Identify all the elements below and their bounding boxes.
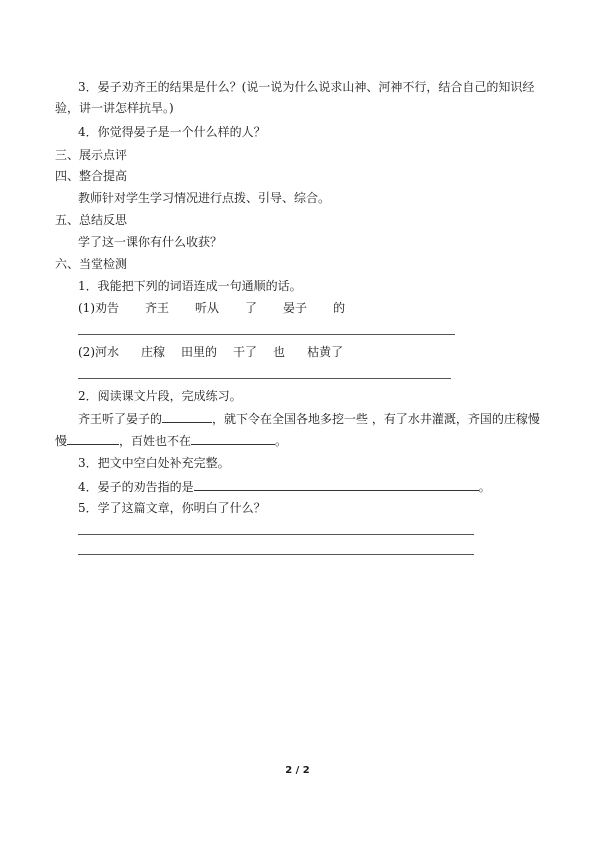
answer-line[interactable] xyxy=(78,554,474,555)
question-4: 4．你觉得晏子是一个什么样的人？ xyxy=(78,125,266,139)
word-item: 听从 xyxy=(195,301,220,315)
word-item: 齐王 xyxy=(145,301,170,315)
word-item: (1)劝告 xyxy=(78,301,119,315)
word-item: 也 xyxy=(273,345,286,359)
passage-text: ，百姓也不在 xyxy=(119,434,192,448)
task-4 xyxy=(78,479,491,494)
word-item: 田里的 xyxy=(181,345,218,359)
word-item: 干了 xyxy=(233,345,258,359)
passage-line-2 xyxy=(55,433,287,448)
fill-blank[interactable] xyxy=(162,411,212,423)
question-3-line1: 3．晏子劝齐王的结果是什么？(说一说为什么说求山神、河神不行，结合自己的知识经 xyxy=(78,80,535,94)
section-6-heading: 六、当堂检测 xyxy=(55,257,128,271)
word-item: 了 xyxy=(245,301,258,315)
answer-line[interactable] xyxy=(78,534,474,535)
question-3-line2: 验，讲一讲怎样抗旱。) xyxy=(55,101,174,115)
section-4-heading: 四、整合提高 xyxy=(55,169,128,183)
answer-line[interactable] xyxy=(78,334,455,335)
section-4-body: 教师针对学生学习情况进行点拨、引导、综合。 xyxy=(78,191,331,205)
passage-text: 。 xyxy=(275,434,288,448)
word-group-2 xyxy=(78,345,343,359)
passage-text: 慢 xyxy=(55,434,68,448)
fill-blank[interactable] xyxy=(191,433,275,445)
section-5-body: 学了这一课你有什么收获？ xyxy=(78,235,223,249)
section-3-heading: 三、展示点评 xyxy=(55,148,128,162)
fill-blank[interactable] xyxy=(67,433,119,445)
task-5: 5．学了这篇文章，你明白了什么？ xyxy=(78,501,266,515)
task-1-instruction: 1．我能把下列的词语连成一句通顺的话。 xyxy=(78,279,302,293)
passage-text: ，就下令在全国各地多挖一些 ，有了水井灌溉，齐国的庄稼慢 xyxy=(212,412,540,426)
task-2-instruction: 2．阅读课文片段，完成练习。 xyxy=(78,389,242,403)
word-item: (2)河水 xyxy=(78,345,119,359)
section-5-heading: 五、总结反思 xyxy=(55,213,128,227)
passage-line-1 xyxy=(78,411,540,426)
page-number: 2 / 2 xyxy=(285,765,310,776)
answer-line[interactable] xyxy=(78,378,451,379)
passage-text: 齐王听了晏子的 xyxy=(78,412,163,426)
word-item: 枯黄了 xyxy=(307,345,344,359)
word-item: 的 xyxy=(333,301,346,315)
word-item: 晏子 xyxy=(283,301,308,315)
task-3: 3．把文中空白处补充完整。 xyxy=(78,456,230,470)
word-item: 庄稼 xyxy=(141,345,166,359)
fill-blank[interactable] xyxy=(194,479,479,491)
word-group-1 xyxy=(78,301,345,315)
task-4-end: 。 xyxy=(478,480,491,494)
task-4-text: 4．晏子的劝告指的是 xyxy=(78,480,194,494)
